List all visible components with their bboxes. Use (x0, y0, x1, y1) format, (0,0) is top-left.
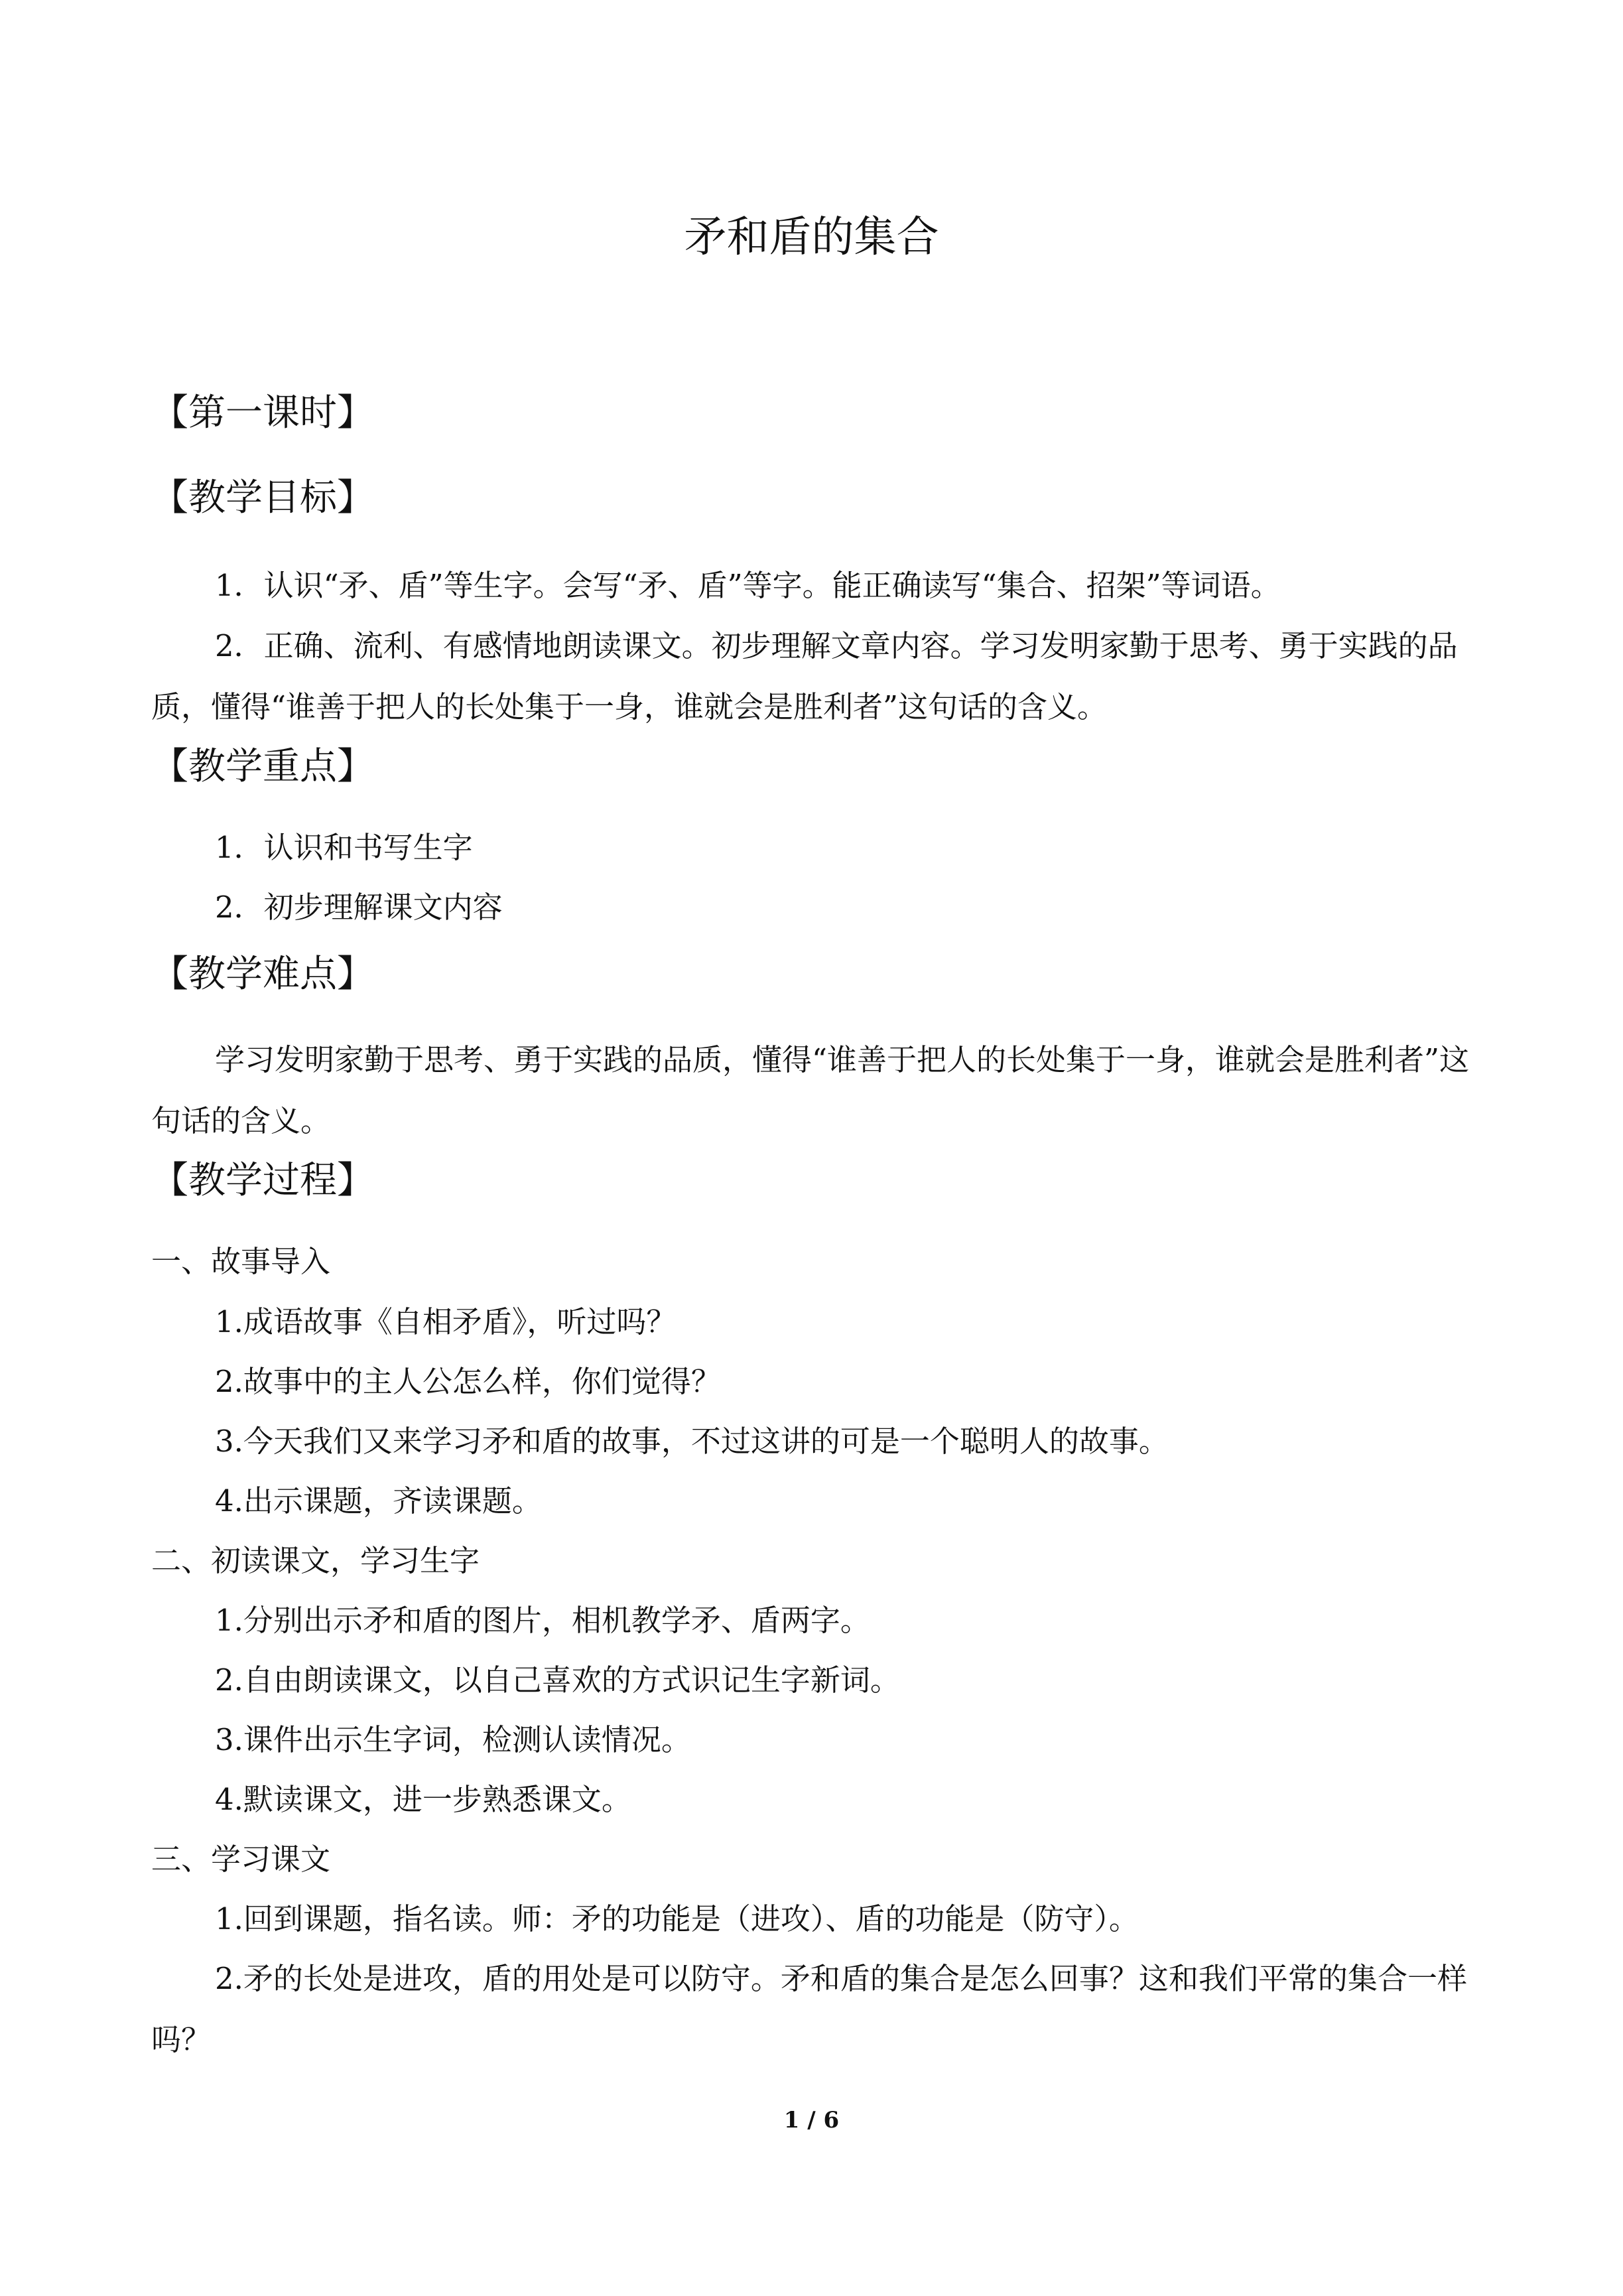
document-title: 矛和盾的集合 (684, 213, 939, 262)
section-3-item-1: 1.回到课题，指名读。师：矛的功能是（进攻）、盾的功能是（防守）。 (215, 1901, 1139, 1936)
section-1-item-2: 2.故事中的主人公怎么样，你们觉得？ (215, 1364, 721, 1399)
section-2-title: 二、初读课文，学习生字 (151, 1543, 480, 1578)
section-2-item-4: 4.默读课文，进一步熟悉课文。 (215, 1782, 631, 1817)
section-1-title: 一、故事导入 (151, 1244, 331, 1279)
key-point-1: 1．认识和书写生字 (215, 830, 473, 865)
page-number: 1 / 6 (783, 2107, 840, 2133)
objective-1: 1．认识“矛、盾”等生字。会写“矛、盾”等字。能正确读写“集合、招架”等词语。 (215, 568, 1281, 603)
section-2-item-3: 3.课件出示生字词，检测认读情况。 (215, 1722, 691, 1757)
process-heading: 【教学过程】 (151, 1159, 374, 1202)
section-1-item-4: 4.出示课题，齐读课题。 (215, 1483, 542, 1519)
section-1-item-1: 1.成语故事《自相矛盾》，听过吗？ (215, 1304, 677, 1339)
objectives-heading: 【教学目标】 (151, 476, 374, 519)
section-3-item-2: 2.矛的长处是进攻，盾的用处是可以防守。矛和盾的集合是怎么回事？这和我们平常的集合一样吗？ (151, 1961, 1467, 2057)
key-point-2: 2．初步理解课文内容 (215, 890, 503, 925)
section-2-item-1: 1.分别出示矛和盾的图片，相机教学矛、盾两字。 (215, 1603, 870, 1638)
difficulty-text: 学习发明家勤于思考、勇于实践的品质，懂得“谁善于把人的长处集于一身，谁就会是胜利者”这句话的含义。 (151, 1042, 1470, 1138)
difficulties-heading: 【教学难点】 (151, 953, 374, 996)
section-2-item-2: 2.自由朗读课文，以自己喜欢的方式识记生字新词。 (215, 1662, 900, 1698)
objective-2: 2．正确、流利、有感情地朗读课文。初步理解文章内容。学习发明家勤于思考、勇于实践的品质，懂得“谁善于把人的长处集于一身，谁就会是胜利者”这句话的含义。 (151, 628, 1458, 724)
section-1-item-3: 3.今天我们又来学习矛和盾的故事，不过这讲的可是一个聪明人的故事。 (215, 1424, 1169, 1459)
key-points-heading: 【教学重点】 (151, 745, 374, 788)
section-3-title: 三、学习课文 (151, 1842, 331, 1877)
lesson-heading: 【第一课时】 (151, 391, 374, 435)
